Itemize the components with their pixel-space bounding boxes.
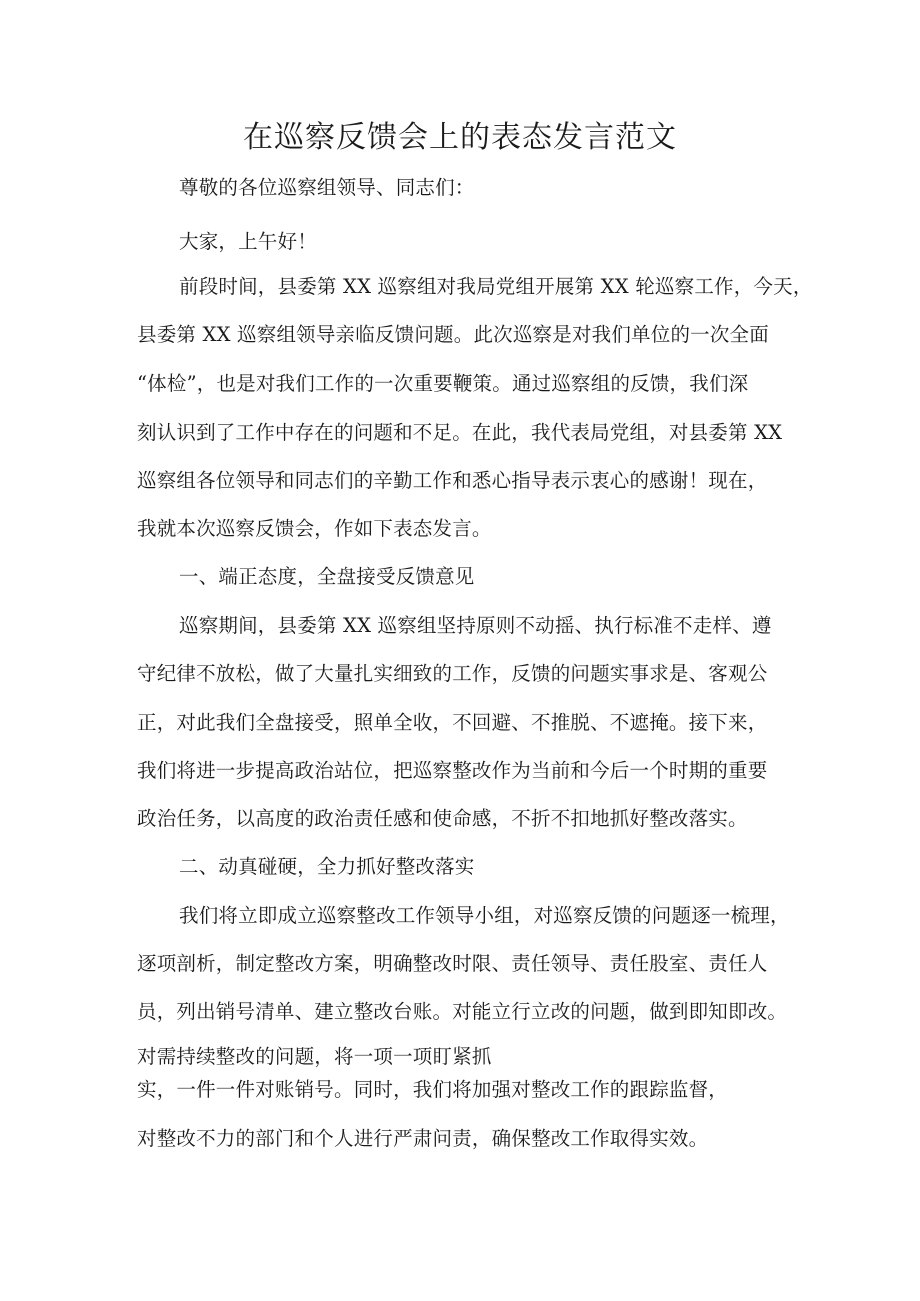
paragraph-line: 员，列出销号清单、建立整改台账。对能立行立改的问题，做到即知即改。 xyxy=(137,1000,788,1023)
paragraph-line: 刻认识到了工作中存在的问题和不足。在此，我代表局党组，对县委第 XX xyxy=(137,421,783,444)
paragraph-line: 对整改不力的部门和个人进行严肃问责，确保整改工作取得实效。 xyxy=(137,1127,709,1150)
paragraph-line: 逐项剖析，制定整改方案，明确整改时限、责任领导、责任股室、责任人 xyxy=(137,952,768,975)
section-heading: 二、动真碰硬，全力抓好整改落实 xyxy=(179,855,475,878)
paragraph-line: 对需持续整改的问题，将一项一项盯紧抓 xyxy=(137,1045,492,1068)
greeting-line: 大家，上午好！ xyxy=(179,230,317,253)
paragraph-line: “体检”，也是对我们工作的一次重要鞭策。通过巡察组的反馈，我们深 xyxy=(137,372,749,395)
document-title: 在巡察反馈会上的表态发言范文 xyxy=(243,120,677,155)
section-heading: 一、端正态度，全盘接受反馈意见 xyxy=(179,565,475,588)
paragraph-line: 正，对此我们全盘接受，照单全收，不回避、不推脱、不遮掩。接下来， xyxy=(137,711,768,734)
paragraph-line: 实，一件一件对账销号。同时，我们将加强对整改工作的跟踪监督， xyxy=(137,1078,729,1101)
paragraph-line: 前段时间，县委第 XX 巡察组对我局党组开展第 XX 轮巡察工作，今天， xyxy=(179,275,813,298)
paragraph-line: 政治任务，以高度的政治责任感和使命感，不折不扣地抓好整改落实。 xyxy=(137,807,748,830)
paragraph-line: 巡察组各位领导和同志们的辛勤工作和悉心指导表示衷心的感谢！现在， xyxy=(137,469,768,492)
paragraph-line: 我们将进一步提高政治站位，把巡察整改作为当前和今后一个时期的重要 xyxy=(137,759,768,782)
paragraph-line: 我们将立即成立巡察整改工作领导小组，对巡察反馈的问题逐一梳理， xyxy=(179,904,790,927)
paragraph-line: 我就本次巡察反馈会，作如下表态发言。 xyxy=(137,517,492,540)
paragraph-line: 县委第 XX 巡察组领导亲临反馈问题。此次巡察是对我们单位的一次全面 xyxy=(137,323,769,346)
paragraph-line: 巡察期间，县委第 XX 巡察组坚持原则不动摇、执行标准不走样、遵 xyxy=(179,614,772,637)
paragraph-line: 守纪律不放松，做了大量扎实细致的工作，反馈的问题实事求是、客观公 xyxy=(137,662,768,685)
salutation-line: 尊敬的各位巡察组领导、同志们： xyxy=(179,176,475,199)
